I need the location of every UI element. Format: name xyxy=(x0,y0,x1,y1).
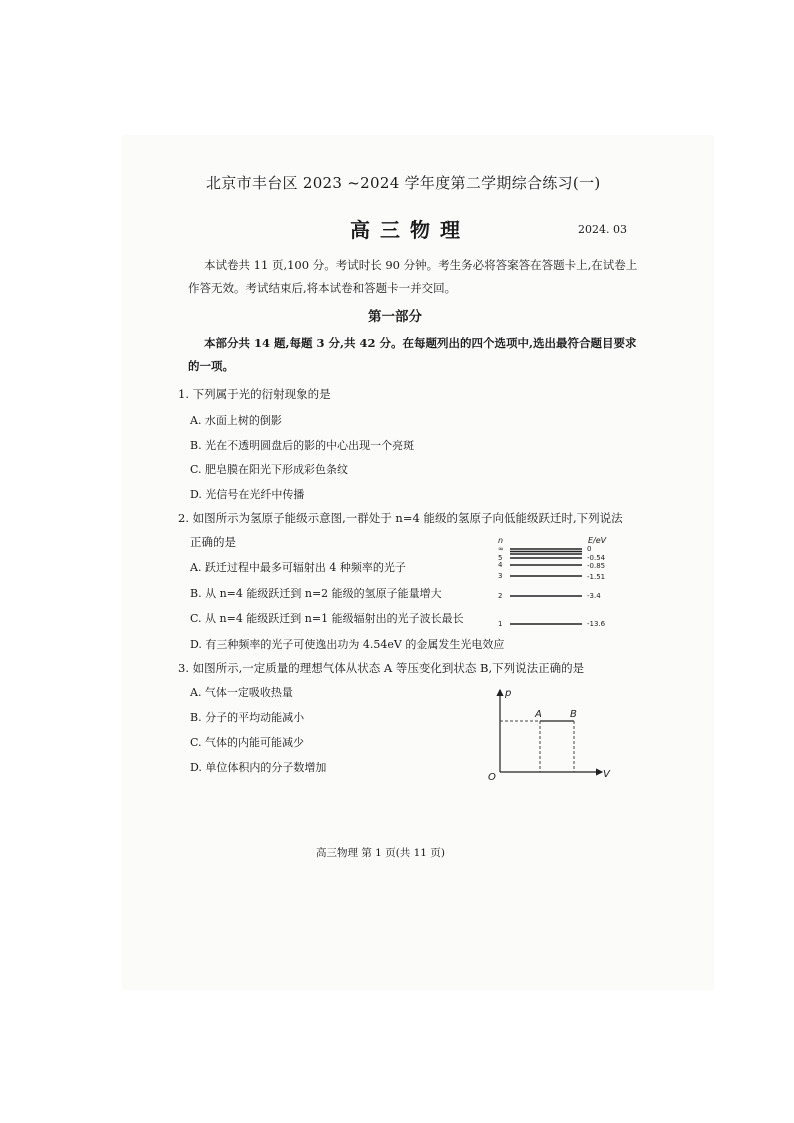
diagram-n-label: n xyxy=(498,536,504,545)
instructions-line-1: 本试卷共 11 页,100 分。考试时长 90 分钟。考生务必将答案答在答题卡上,在试卷上 xyxy=(204,258,638,272)
level-e-3: -1.51 xyxy=(587,573,606,581)
p-axis-label: p xyxy=(505,688,512,699)
page-footer: 高三物理 第 1 页(共 11 页) xyxy=(316,847,445,859)
part-title: 第一部分 xyxy=(368,309,422,325)
question-3-option-b: B. 分子的平均动能减小 xyxy=(190,711,305,724)
level-e-2: -3.4 xyxy=(587,592,601,600)
part-desc-line-2: 的一项。 xyxy=(188,359,234,373)
level-n-1: 1 xyxy=(498,620,503,628)
question-2-option-c: C. 从 n=4 能级跃迁到 n=1 能级辐射出的光子波长最长 xyxy=(190,612,464,625)
level-n-inf: ∞ xyxy=(498,545,504,553)
question-3-stem: 3. 如图所示,一定质量的理想气体从状态 A 等压变化到状态 B,下列说法正确的是 xyxy=(178,661,585,675)
level-e-4: -0.85 xyxy=(587,562,606,570)
question-1-stem: 1. 下列属于光的衍射现象的是 xyxy=(178,387,331,401)
question-2-option-d: D. 有三种频率的光子可使逸出功为 4.54eV 的金属发生光电效应 xyxy=(190,638,505,651)
question-3-option-a: A. 气体一定吸收热量 xyxy=(190,686,293,699)
question-2-stem-line-2: 正确的是 xyxy=(190,535,236,549)
part-desc-line-1: 本部分共 14 题,每题 3 分,共 42 分。在每题列出的四个选项中,选出最符合题目要求 xyxy=(204,336,637,350)
subject-title: 高三物理 xyxy=(350,218,470,242)
level-n-4: 4 xyxy=(498,561,503,569)
v-axis-label: V xyxy=(603,769,610,780)
pv-graph xyxy=(484,684,614,784)
level-n-2: 2 xyxy=(498,592,503,600)
question-3-option-d: D. 单位体积内的分子数增加 xyxy=(190,761,327,774)
question-1-option-c: C. 肥皂膜在阳光下形成彩色条纹 xyxy=(190,463,349,476)
question-3-option-c: C. 气体的内能可能减少 xyxy=(190,736,305,749)
question-1-option-d: D. 光信号在光纤中传播 xyxy=(190,488,305,501)
energy-level-diagram xyxy=(490,534,620,634)
exam-title: 北京市丰台区 2023 ~2024 学年度第二学期综合练习(一) xyxy=(206,174,601,192)
question-1-option-a: A. 水面上树的倒影 xyxy=(190,414,282,427)
origin-label: O xyxy=(488,772,496,783)
exam-date: 2024. 03 xyxy=(578,223,627,236)
state-b-label: B xyxy=(570,709,577,720)
state-a-label: A xyxy=(535,709,542,720)
question-2-option-a: A. 跃迁过程中最多可辐射出 4 种频率的光子 xyxy=(190,561,406,574)
question-1-option-b: B. 光在不透明圆盘后的影的中心出现一个亮斑 xyxy=(190,439,415,452)
level-e-1: -13.6 xyxy=(587,620,606,628)
level-n-5: 5 xyxy=(498,554,503,562)
question-2-option-b: B. 从 n=4 能级跃迁到 n=2 能级的氢原子能量增大 xyxy=(190,587,442,600)
level-e-inf: 0 xyxy=(587,545,592,553)
diagram-e-label: E/eV xyxy=(588,536,607,545)
level-n-3: 3 xyxy=(498,572,503,580)
question-2-stem-line-1: 2. 如图所示为氢原子能级示意图,一群处于 n=4 能级的氢原子向低能级跃迁时,下列说法 xyxy=(178,511,623,525)
instructions-line-2: 作答无效。考试结束后,将本试卷和答题卡一并交回。 xyxy=(188,281,457,295)
level-e-5: -0.54 xyxy=(587,554,606,562)
